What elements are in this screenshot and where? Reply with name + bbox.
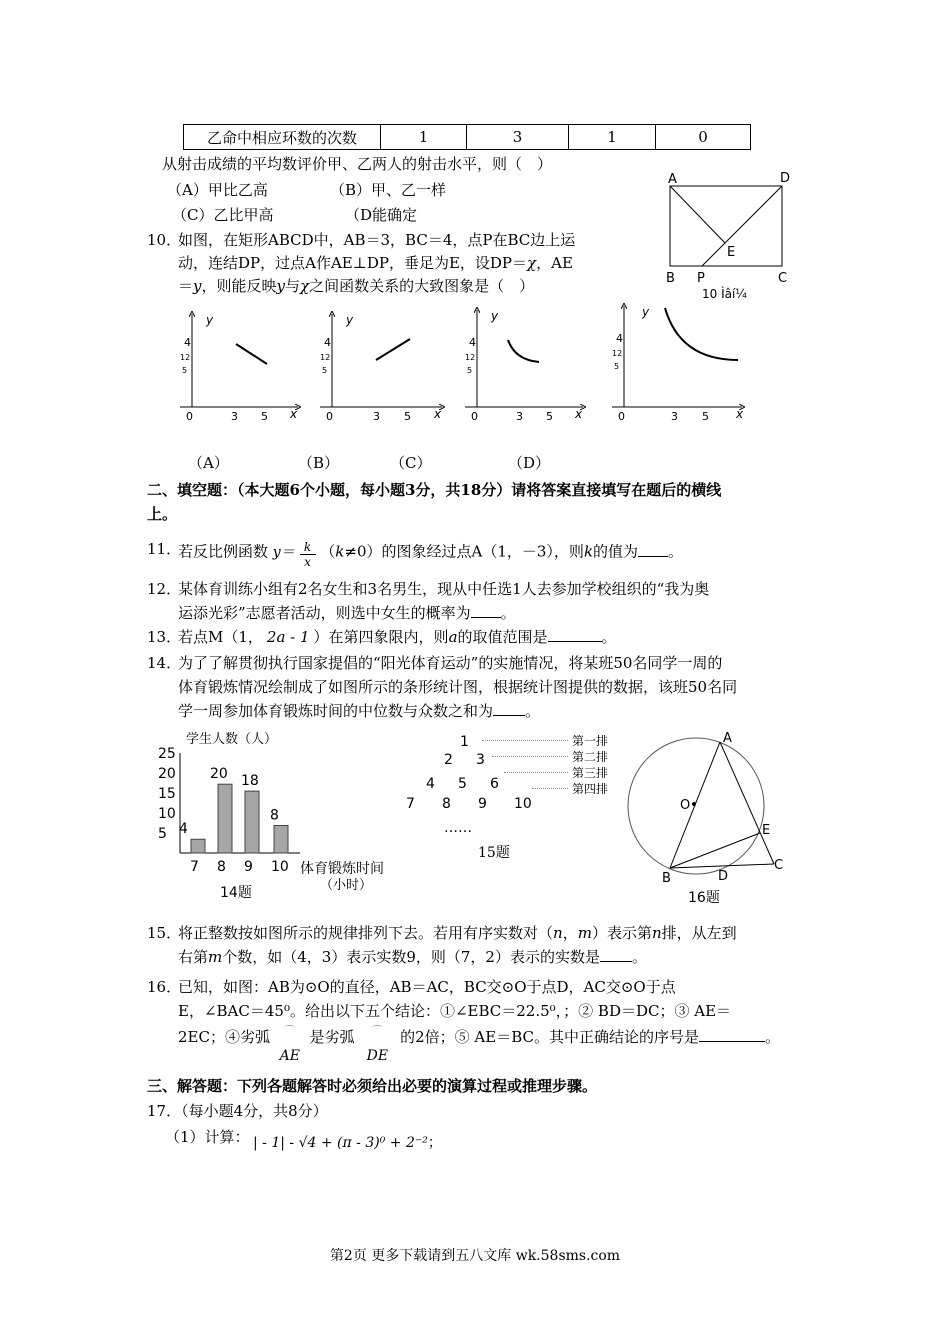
fig16-label-d: D: [718, 869, 729, 884]
q10-line2: 动，连结DP，过点A作AE⊥DP，垂足为E，设DP＝χ，AE: [178, 254, 573, 272]
svg-text:5: 5: [702, 410, 709, 423]
fig-label-d: D: [780, 171, 791, 186]
bar: [274, 825, 288, 853]
graph-d: [612, 305, 744, 423]
bar-value-label: 20: [210, 766, 228, 783]
fig-label-a: A: [668, 172, 677, 187]
svg-text:4: 4: [324, 336, 331, 349]
svg-text:y: y: [642, 305, 650, 319]
q13-text: 若点M（1， 2a - 1 ）在第四象限内，则a的取值范围是 。: [178, 628, 617, 646]
y-tick-label: 15: [158, 786, 176, 802]
svg-text:y: y: [346, 313, 354, 327]
score-table: [183, 124, 751, 150]
table-cell: 3: [467, 125, 569, 150]
q9-option-b: （B）甲、乙一样: [330, 181, 447, 199]
q10-rectangle-figure: [660, 168, 800, 303]
fig16-caption: 16题: [688, 890, 720, 906]
q17-sub: （1）计算：: [165, 1128, 250, 1146]
svg-text:0: 0: [471, 410, 478, 423]
number-cell: 8: [442, 796, 451, 812]
fig16-label-b: B: [662, 871, 671, 886]
guide-line: [482, 740, 568, 741]
continuation-dots: ……: [444, 820, 472, 836]
svg-text:3: 3: [671, 410, 678, 423]
section3-heading: 三、解答题：下列各题解答时必须给出必要的演算过程或推理步骤。: [147, 1077, 598, 1095]
svg-text:0: 0: [186, 410, 193, 423]
svg-text:3: 3: [231, 410, 238, 423]
x-tick-label: 10: [271, 859, 289, 875]
guide-line: [492, 756, 568, 757]
table-cell: 0: [656, 125, 751, 150]
section2-heading-line2: 上。: [147, 505, 178, 523]
table-cell: 1: [569, 125, 656, 150]
x-tick-label: 7: [190, 859, 199, 875]
fig16-label-a: A: [723, 731, 732, 746]
svg-text:5: 5: [261, 410, 268, 423]
guide-line: [504, 772, 568, 773]
graph-choice-a: （A）: [188, 454, 229, 472]
chart-caption: 14题: [220, 885, 252, 901]
number-cell: 6: [490, 776, 499, 792]
q14-bar-chart: [150, 725, 410, 905]
answer-blank[interactable]: [600, 961, 632, 962]
fig-label-p: P: [697, 271, 705, 286]
graph-choice-c: （C）: [390, 454, 432, 472]
svg-text:4: 4: [469, 336, 476, 349]
row-label: 第三排: [572, 766, 609, 780]
y-tick-label: 5: [158, 826, 167, 842]
svg-text:12: 12: [465, 353, 476, 362]
fig-label-c: C: [778, 271, 788, 286]
q15-line1: 将正整数按如图所示的规律排列下去。若用有序实数对（n，m）表示第n排，从左到: [178, 924, 737, 942]
number-cell: 4: [426, 776, 435, 792]
row-label: 第四排: [572, 782, 609, 796]
page-footer: 第2页 更多下载请到五八文库 wk.58sms.com: [329, 1248, 621, 1264]
bar-value-label: 4: [179, 821, 188, 838]
number-cell: 10: [514, 796, 532, 812]
arc-ae: AE: [279, 1048, 300, 1064]
q15-line2: 右第m个数，如（4，3）表示实数9，则（7，2）表示的实数是 。: [178, 948, 647, 966]
svg-text:4: 4: [616, 332, 623, 345]
q14-number: 14．: [147, 654, 182, 672]
graph-choice-b: （B）: [298, 454, 340, 472]
q12-line2: 运添光彩”志愿者活动，则选中女生的概率为 。: [178, 604, 516, 622]
x-axis-label: 体育锻炼时间: [300, 861, 384, 877]
q10-line1: 如图，在矩形ABCD中，AB＝3，BC＝4，点P在BC边上运: [178, 231, 576, 249]
q17-expression: | - 1| - √4 + (π - 3)⁰ + 2⁻²；: [253, 1135, 442, 1151]
q16-figure: [620, 728, 800, 908]
svg-text:12: 12: [612, 349, 623, 358]
bar: [191, 839, 205, 853]
q9-stem: 从射击成绩的平均数评价甲、乙两人的射击水平，则（ ）: [162, 155, 553, 173]
answer-blank[interactable]: [699, 1041, 765, 1042]
y-tick-label: 20: [158, 766, 176, 782]
y-axis-label: 学生人数（人）: [186, 732, 278, 747]
q15-figure: [400, 728, 620, 868]
section2-heading-line1: 二、填空题：（本大题6个小题，每小题3分，共18分）请将答案直接填写在题后的横线: [147, 481, 722, 499]
q10-graphs: [170, 302, 770, 432]
fig16-label-e: E: [762, 823, 771, 838]
fig-label-b: B: [666, 271, 675, 286]
q9-option-a: （A）甲比乙高: [167, 181, 268, 199]
fig-label-e: E: [727, 245, 736, 260]
svg-text:y: y: [491, 309, 499, 323]
number-cell: 1: [460, 734, 469, 750]
table-row-label: 乙命中相应环数的次数: [184, 125, 381, 150]
y-tick-label: 10: [158, 806, 176, 822]
svg-text:3: 3: [516, 410, 523, 423]
number-cell: 7: [406, 796, 415, 812]
q9-option-d: （D能确定: [345, 206, 418, 224]
number-cell: 3: [476, 752, 485, 768]
svg-text:x: x: [434, 407, 442, 421]
q12-line1: 某体育训练小组有2名女生和3名男生，现从中任选1人去参加学校组织的“我为奥: [178, 580, 710, 598]
fig-caption: 10 Ìâí¼: [702, 287, 747, 301]
row-label: 第二排: [572, 750, 609, 764]
table-row: [184, 125, 751, 150]
svg-text:x: x: [575, 407, 583, 421]
svg-text:y: y: [206, 313, 214, 327]
q13-number: 13．: [147, 628, 182, 646]
svg-text:3: 3: [373, 410, 380, 423]
table-cell: 1: [381, 125, 467, 150]
q12-number: 12．: [147, 580, 182, 598]
q10-line3: ＝y，则能反映y与χ之间函数关系的大致图象是（ ）: [178, 277, 535, 295]
arc-de: DE: [366, 1048, 389, 1064]
answer-blank[interactable]: [493, 715, 525, 716]
graph-a: [180, 313, 298, 423]
y-tick-label: 25: [158, 746, 176, 762]
svg-text:5: 5: [467, 366, 473, 375]
q11-text: 若反比例函数 y＝ $\frac{k}{x}$ （k≠0）的图象经过点A（1，－3），则k的值为 。: [178, 540, 684, 569]
graph-c: [465, 309, 583, 423]
x-tick-label: 9: [244, 859, 253, 875]
answer-blank[interactable]: [638, 556, 668, 557]
bar: [245, 791, 259, 853]
svg-text:x: x: [736, 407, 744, 421]
fig16-label-o: O: [680, 798, 691, 813]
q10-number: 10．: [147, 231, 182, 249]
svg-text:5: 5: [322, 366, 328, 375]
q11-number: 11．: [147, 540, 182, 558]
number-cell: 2: [444, 752, 453, 768]
q16-line2: E，∠BAC＝45⁰。给出以下五个结论：①∠EBC＝22.5⁰，；② BD＝DC；③ AE＝: [178, 1002, 732, 1020]
svg-text:5: 5: [404, 410, 411, 423]
svg-text:12: 12: [320, 353, 331, 362]
q14-line2: 体育锻炼情况绘制成了如图所示的条形统计图，根据统计图提供的数据，该班50名同: [178, 678, 738, 696]
graph-b: [320, 313, 442, 423]
q15-number: 15．: [147, 924, 182, 942]
q9-option-c: （C）乙比甲高: [172, 206, 274, 224]
bar-value-label: 18: [241, 773, 259, 790]
svg-text:x: x: [290, 407, 298, 421]
number-cell: 9: [478, 796, 487, 812]
svg-text:4: 4: [184, 336, 191, 349]
graph-choice-d: （D）: [508, 454, 551, 472]
bar-value-label: 8: [270, 807, 279, 824]
q16-line3: 2EC；④劣弧 ⌒ AE 是劣弧 ⌒ DE 的2倍；⑤ AE＝BC。其中正确结论的序号是 。: [178, 1026, 781, 1064]
row-label: 第一排: [572, 734, 609, 748]
q17-heading: 17．（每小题4分，共8分）: [147, 1102, 328, 1120]
guide-line: [532, 788, 568, 789]
q14-line1: 为了了解贯彻执行国家提倡的“阳光体育运动”的实施情况，将某班50名同学一周的: [178, 654, 723, 672]
answer-blank[interactable]: [548, 641, 602, 642]
q14-line3: 学一周参加体育锻炼时间的中位数与众数之和为 。: [178, 702, 541, 720]
svg-text:12: 12: [180, 353, 191, 362]
x-tick-label: 8: [217, 859, 226, 875]
answer-blank[interactable]: [471, 617, 501, 618]
svg-text:0: 0: [326, 410, 333, 423]
svg-text:5: 5: [182, 366, 188, 375]
q16-line1: 已知，如图：AB为⊙O的直径，AB＝AC，BC交⊙O于点D，AC交⊙O于点: [178, 978, 676, 996]
fig16-label-c: C: [774, 858, 784, 873]
bar: [218, 784, 232, 853]
number-cell: 5: [458, 776, 467, 792]
svg-text:0: 0: [618, 410, 625, 423]
q16-number: 16．: [147, 978, 182, 996]
svg-text:5: 5: [614, 362, 620, 371]
x-axis-unit: （小时）: [320, 878, 373, 893]
fig15-caption: 15题: [478, 845, 510, 861]
svg-text:5: 5: [546, 410, 553, 423]
